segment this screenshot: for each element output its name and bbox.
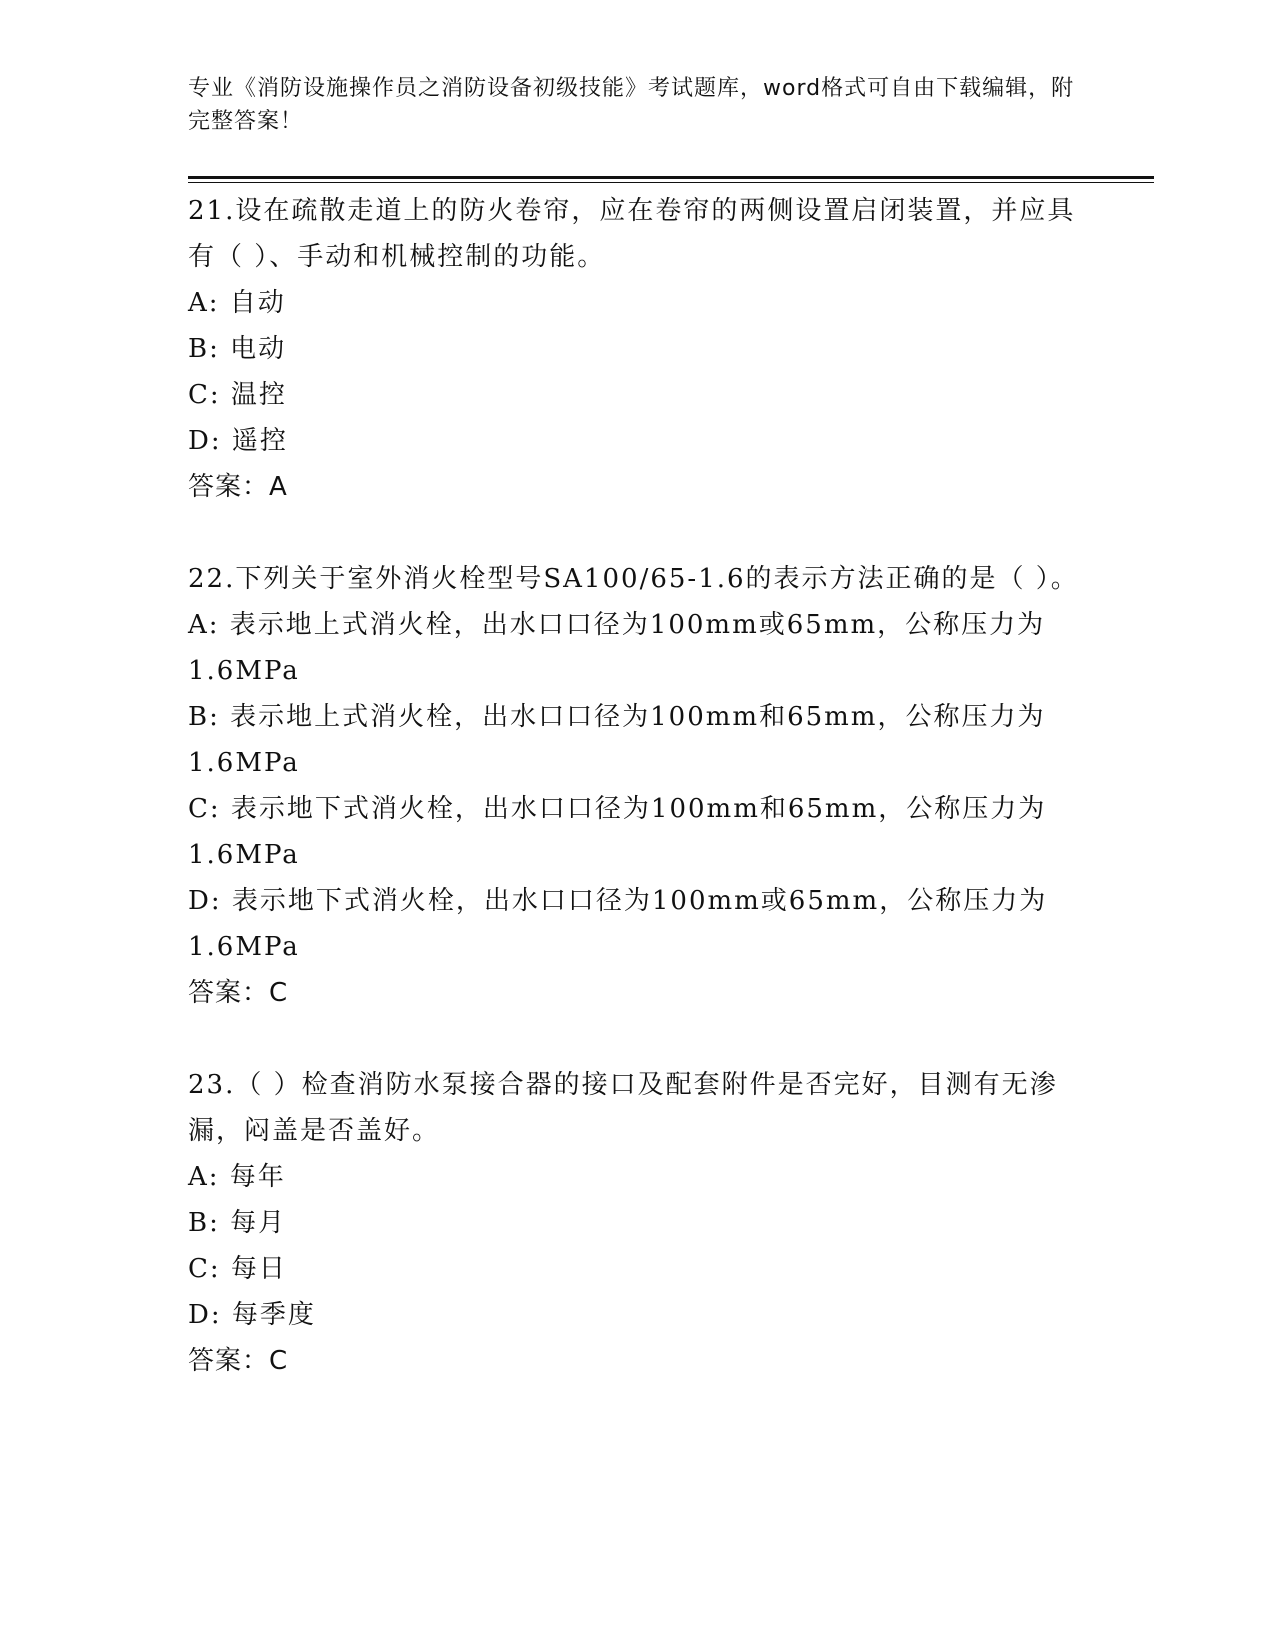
option-d: D: 遥控 (188, 426, 288, 456)
header-divider-thick (188, 176, 1154, 179)
question-text: 21.设在疏散走道上的防火卷帘，应在卷帘的两侧设置启闭装置，并应具有（ ）、手动和机械控制的功能。 (188, 196, 1076, 272)
option-c: C: 温控 (188, 380, 287, 410)
option-b: B: 电动 (188, 334, 287, 364)
question-spacer (188, 510, 1088, 556)
question-23 (188, 1062, 1088, 1384)
question-text: 22.下列关于室外消火栓型号SA100/65-1.6的表示方法正确的是（ ）。 (188, 564, 1079, 594)
option-d: D: 表示地下式消火栓，出水口口径为100mm或65mm，公称压力为1.6MPa (188, 886, 1048, 962)
answer-line: 答案：C (188, 978, 289, 1008)
header-divider-thin (188, 182, 1154, 183)
question-spacer (188, 1016, 1088, 1062)
question-list (188, 188, 1088, 1384)
option-a: A: 每年 (188, 1162, 286, 1192)
option-b: B: 每月 (188, 1208, 287, 1238)
option-d: D: 每季度 (188, 1300, 316, 1330)
option-c: C: 表示地下式消火栓，出水口口径为100mm和65mm，公称压力为1.6MPa (188, 794, 1047, 870)
question-text: 23.（ ）检查消防水泵接合器的接口及配套附件是否完好，目测有无渗漏，闷盖是否盖好。 (188, 1070, 1058, 1146)
answer-line: 答案：C (188, 1346, 289, 1376)
document-header: 专业《消防设施操作员之消防设备初级技能》考试题库，word格式可自由下载编辑，附完整答案！ (188, 76, 1075, 134)
question-21 (188, 188, 1088, 510)
option-c: C: 每日 (188, 1254, 287, 1284)
question-22 (188, 556, 1088, 1016)
option-a: A: 自动 (188, 288, 286, 318)
option-a: A: 表示地上式消火栓，出水口口径为100mm或65mm，公称压力为1.6MPa (188, 610, 1046, 686)
option-b: B: 表示地上式消火栓，出水口口径为100mm和65mm，公称压力为1.6MPa (188, 702, 1046, 778)
answer-line: 答案：A (188, 472, 288, 502)
